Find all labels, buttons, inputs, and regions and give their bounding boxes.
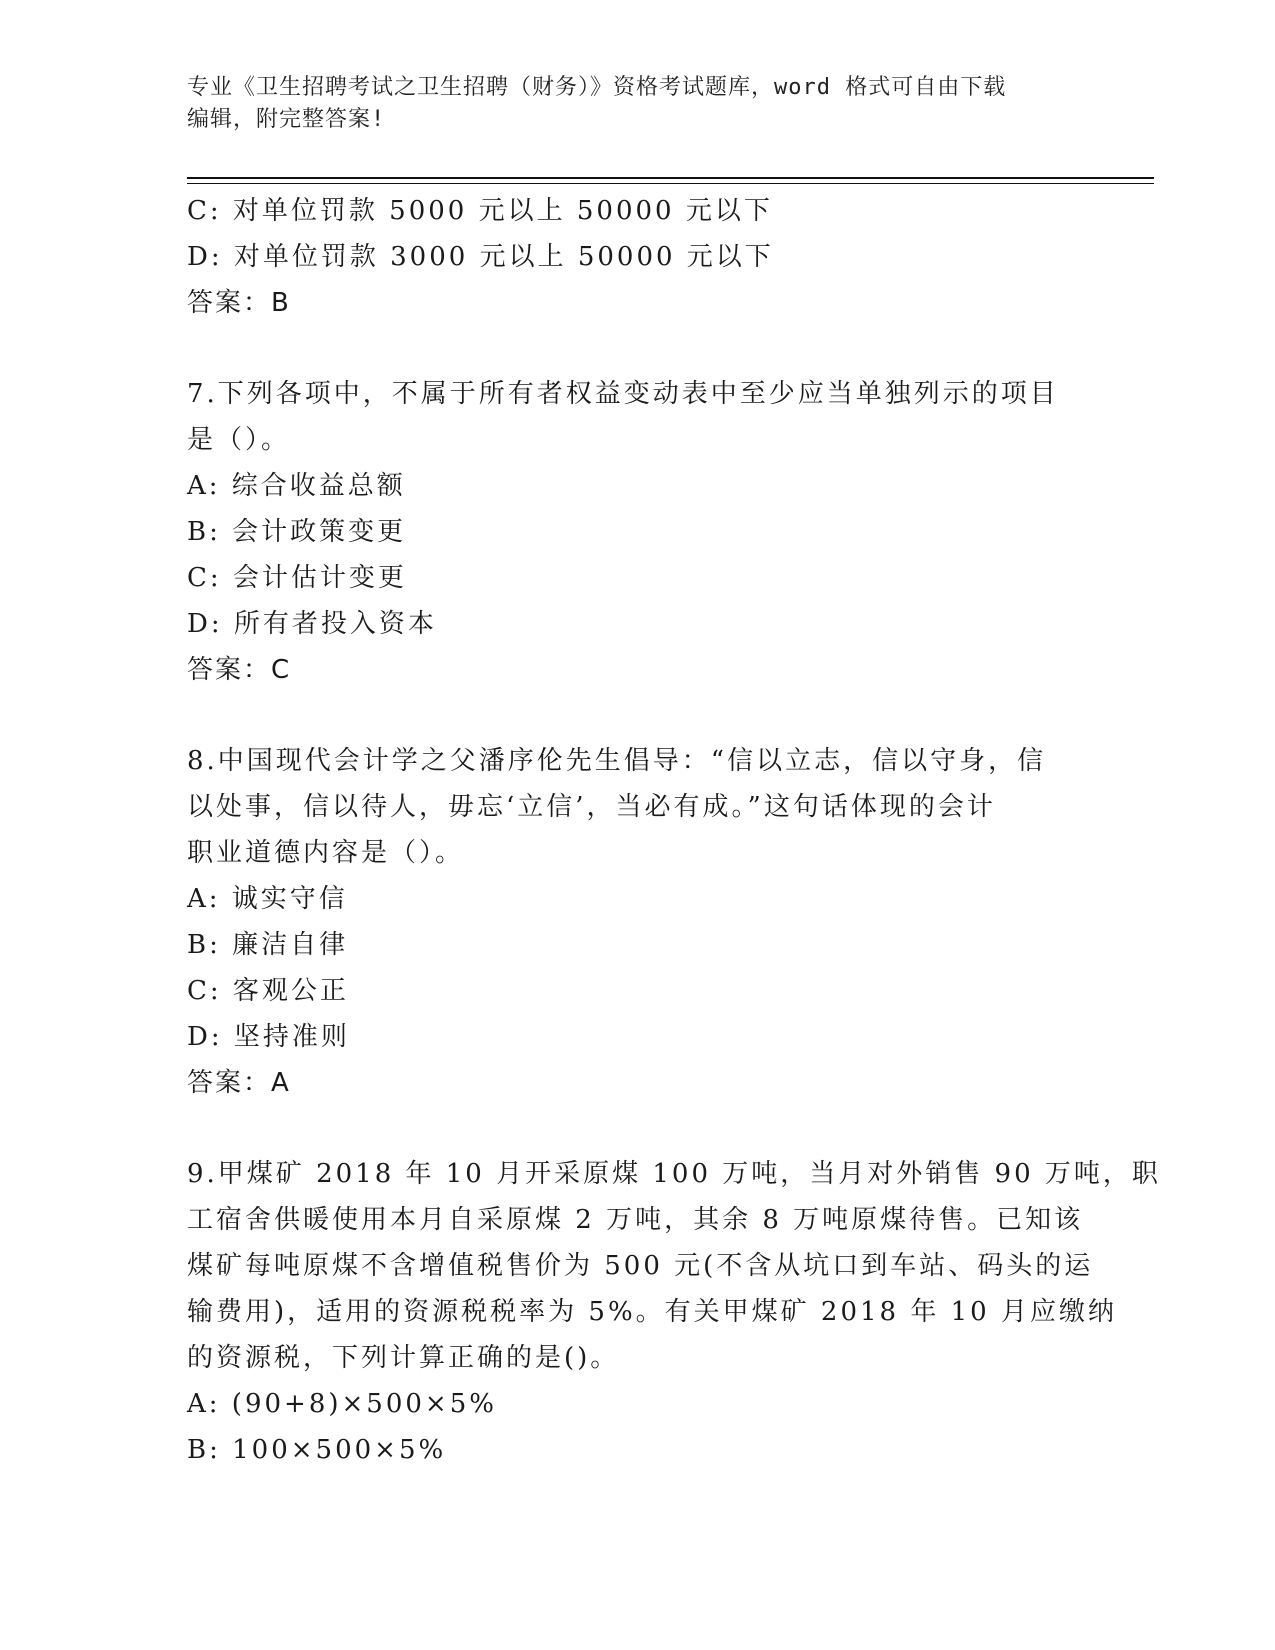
question-stem-line: 是（）。 — [187, 425, 291, 455]
question-6-continued — [187, 188, 1087, 326]
question-stem-line: 输费用)，适用的资源税税率为 5%。有关甲煤矿 2018 年 10 月应缴纳 — [187, 1297, 1117, 1327]
header-divider-thick — [187, 177, 1154, 179]
option-d: D: 对单位罚款 3000 元以上 50000 元以下 — [187, 242, 774, 272]
header-line-1: 专业《卫生招聘考试之卫生招聘（财务）》资格考试题库，word 格式可自由下载 — [187, 75, 1007, 100]
option-d: D: 坚持准则 — [187, 1022, 350, 1052]
spacer — [187, 693, 1087, 738]
option-c: C: 客观公正 — [187, 976, 349, 1006]
question-stem-line: 8.中国现代会计学之父潘序伦先生倡导：“信以立志，信以守身，信 — [187, 746, 1047, 776]
spacer — [187, 1106, 1087, 1151]
question-stem-line: 以处事，信以待人，毋忘‘立信’，当必有成。”这句话体现的会计 — [187, 792, 996, 822]
option-b: B: 廉洁自律 — [187, 930, 349, 960]
question-stem-line: 煤矿每吨原煤不含增值税售价为 500 元(不含从坑口到车站、码头的运 — [187, 1251, 1094, 1281]
question-stem-line: 的资源税，下列计算正确的是()。 — [187, 1343, 620, 1373]
header-line-2: 编辑，附完整答案! — [187, 107, 386, 132]
option-a: A: 综合收益总额 — [187, 471, 406, 501]
question-stem-line: 9.甲煤矿 2018 年 10 月开采原煤 100 万吨，当月对外销售 90 万吨，职 — [187, 1159, 1161, 1189]
header-divider-thin — [187, 183, 1154, 184]
option-b: B: 会计政策变更 — [187, 517, 407, 547]
question-stem-line: 职业道德内容是（）。 — [187, 838, 465, 868]
question-9 — [187, 1151, 1161, 1473]
answer-label: 答案：B — [187, 288, 291, 318]
spacer — [187, 326, 1087, 371]
option-a: A: (90+8)×500×5% — [187, 1389, 497, 1419]
question-list — [187, 188, 1161, 1473]
question-7 — [187, 371, 1087, 693]
option-a: A: 诚实守信 — [187, 884, 348, 914]
option-c: C: 对单位罚款 5000 元以上 50000 元以下 — [187, 196, 773, 226]
question-8 — [187, 738, 1087, 1106]
answer-label: 答案：C — [187, 655, 292, 685]
answer-label: 答案：A — [187, 1068, 291, 1098]
option-d: D: 所有者投入资本 — [187, 609, 437, 639]
question-stem-line: 7.下列各项中，不属于所有者权益变动表中至少应当单独列示的项目 — [187, 379, 1059, 409]
option-b: B: 100×500×5% — [187, 1435, 447, 1465]
question-stem-line: 工宿舍供暖使用本月自采原煤 2 万吨，其余 8 万吨原煤待售。已知该 — [187, 1205, 1084, 1235]
document-header — [187, 72, 1087, 136]
option-c: C: 会计估计变更 — [187, 563, 407, 593]
